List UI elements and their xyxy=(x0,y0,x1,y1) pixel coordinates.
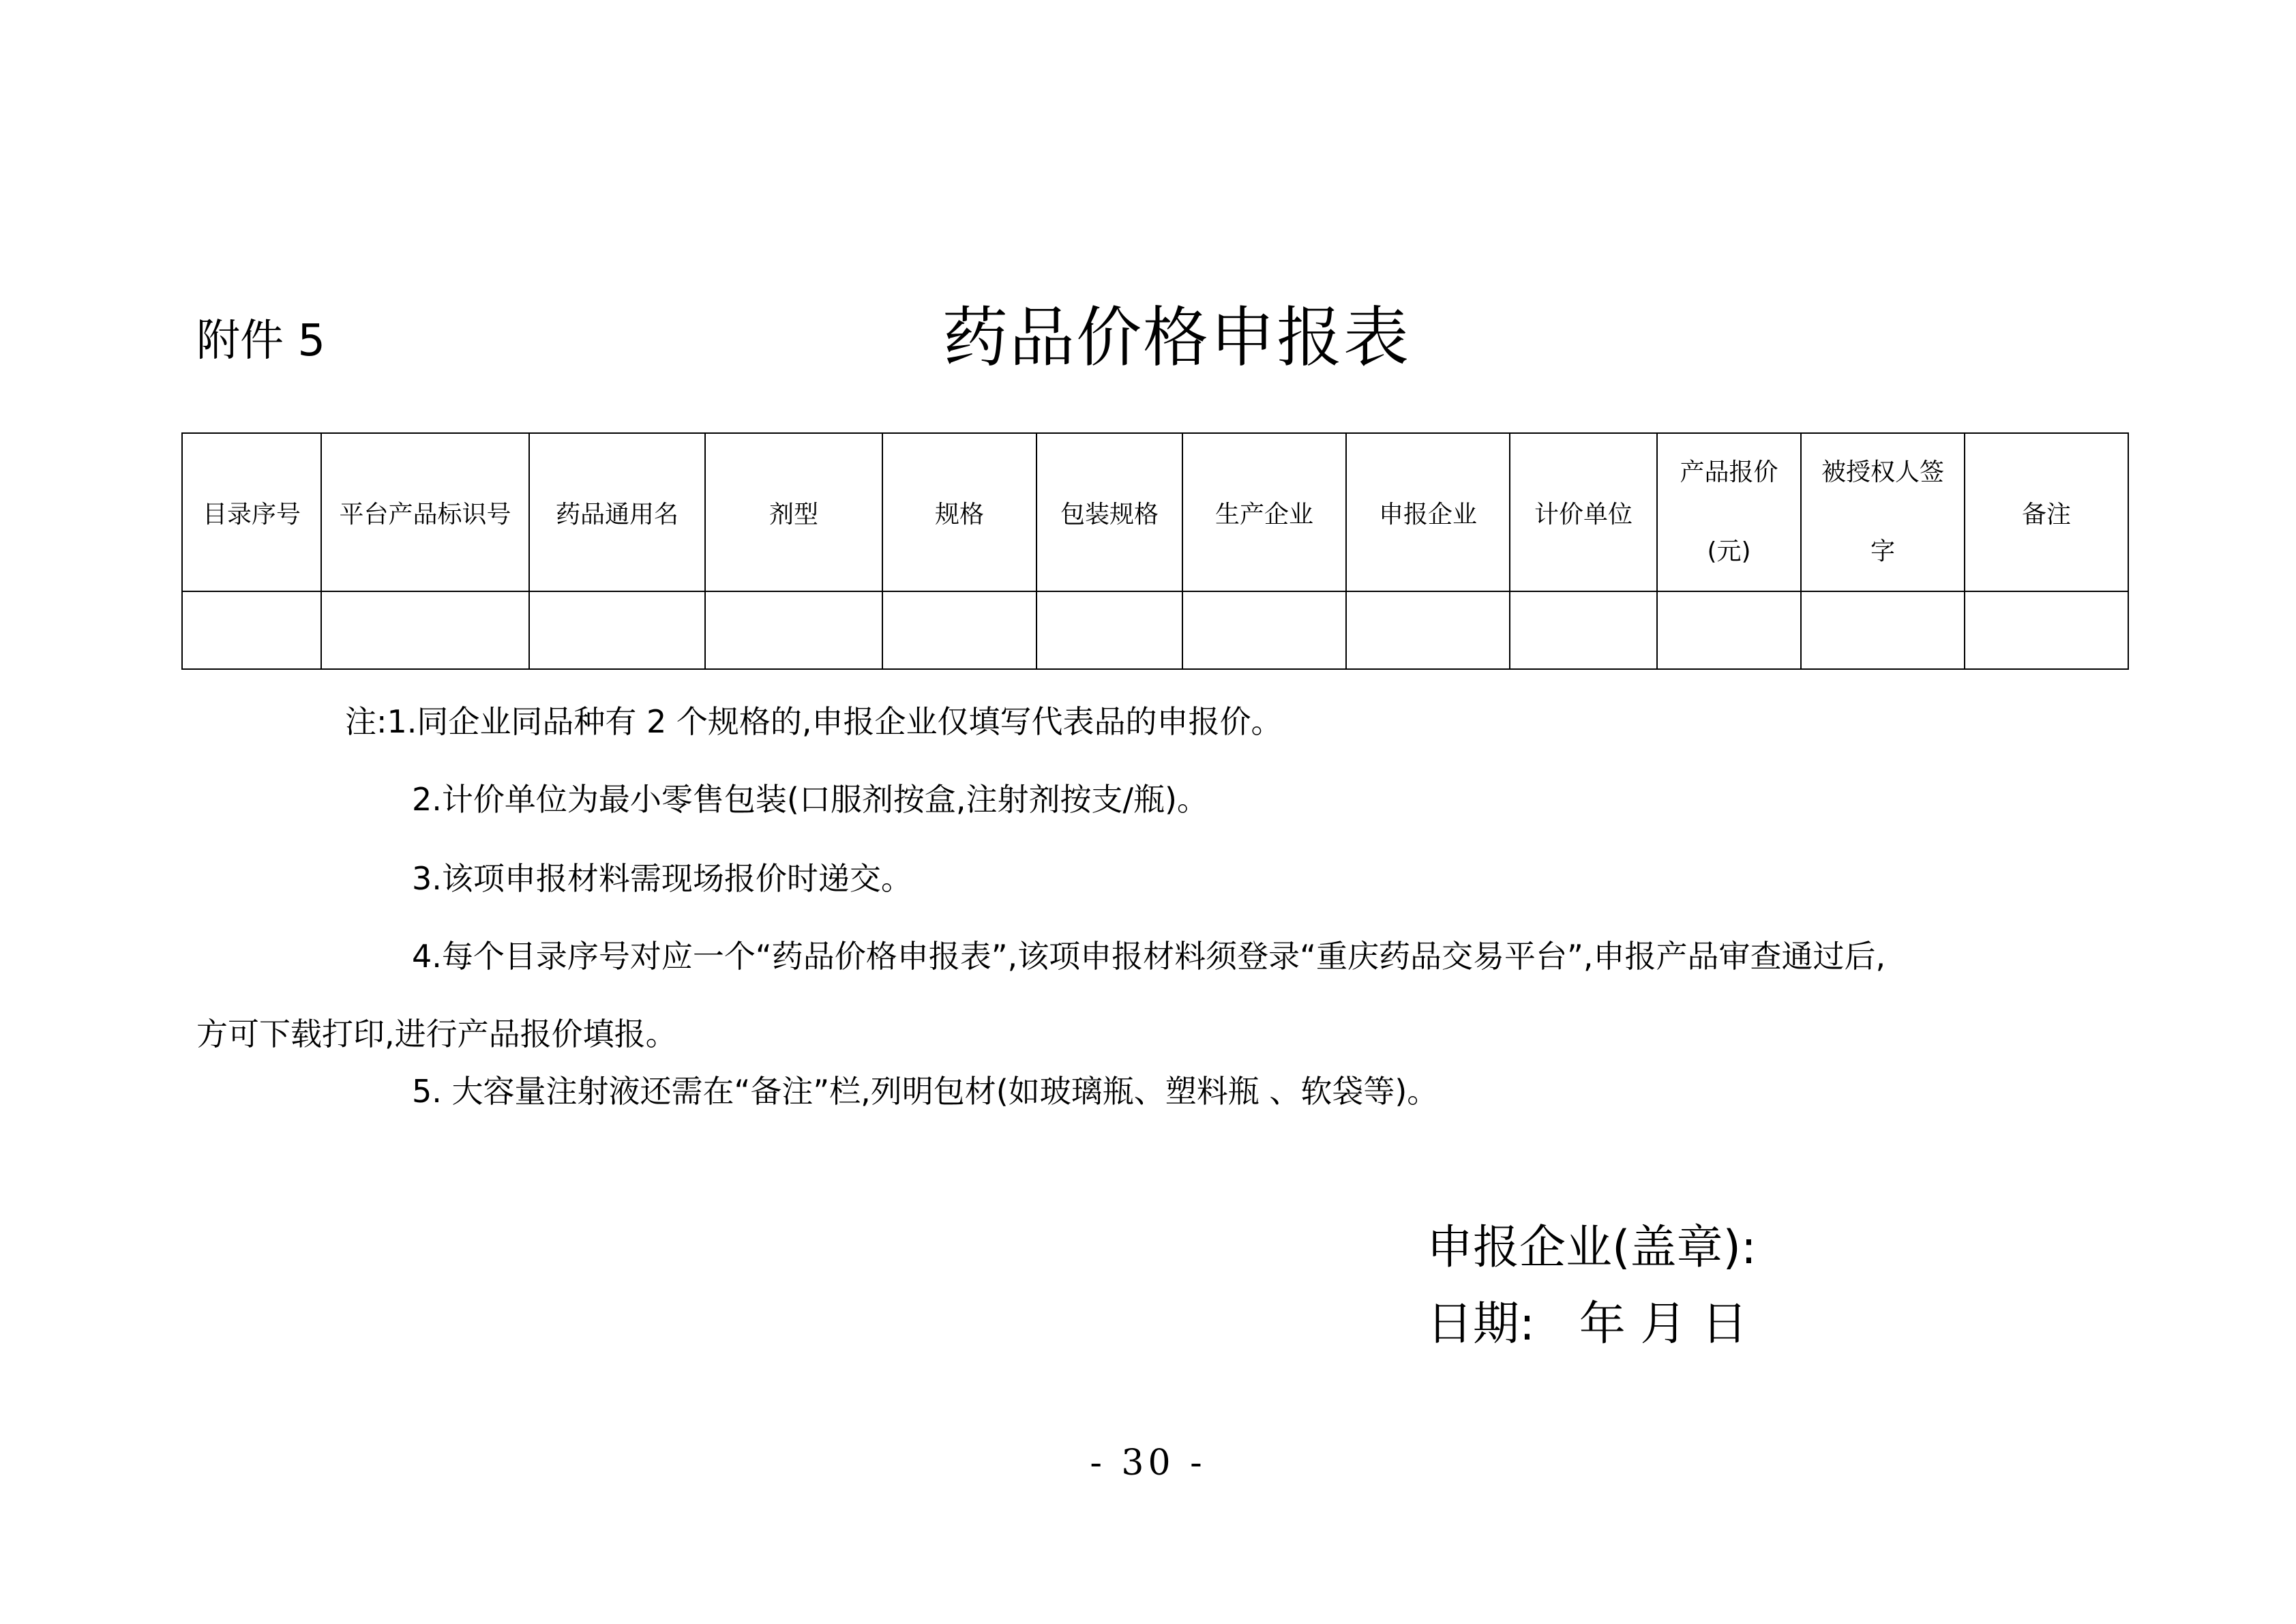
note-2: 2.计价单位为最小零售包装(口服剂按盒,注射剂按支/瓶)。 xyxy=(412,781,1208,818)
note-3: 3.该项申报材料需现场报价时递交。 xyxy=(412,860,912,897)
page-number: - 30 - xyxy=(1090,1443,1206,1483)
col-remarks: 备注 xyxy=(1965,433,2128,591)
col-authorized-signature xyxy=(1801,433,1965,591)
cell-remarks[interactable] xyxy=(1965,591,2128,669)
col-authorized-signature-line1: 被授权人签 xyxy=(1821,458,1944,486)
col-package-spec: 包装规格 xyxy=(1037,433,1182,591)
note-4-continued: 方可下载打印,进行产品报价填报。 xyxy=(196,1016,677,1052)
col-specification: 规格 xyxy=(882,433,1037,591)
cell-authorized-signature[interactable] xyxy=(1801,591,1965,669)
note-5: 5. 大容量注射液还需在“备注”栏,列明包材(如玻璃瓶、塑料瓶 、软袋等)。 xyxy=(412,1073,1439,1110)
cell-dosage-form[interactable] xyxy=(705,591,882,669)
note-4: 4.每个目录序号对应一个“药品价格申报表”,该项申报材料须登录“重庆药品交易平台”,申报产品审查通过后, xyxy=(412,938,1886,975)
col-product-quote-line2: (元) xyxy=(1707,537,1751,565)
cell-package-spec[interactable] xyxy=(1037,591,1182,669)
price-declaration-table xyxy=(181,432,2129,670)
cell-catalog-no[interactable] xyxy=(182,591,321,669)
col-declaring-company: 申报企业 xyxy=(1346,433,1510,591)
col-manufacturer: 生产企业 xyxy=(1182,433,1346,591)
col-product-quote-line1: 产品报价 xyxy=(1680,458,1778,486)
cell-platform-id[interactable] xyxy=(321,591,529,669)
col-generic-name: 药品通用名 xyxy=(529,433,705,591)
signature-company-line: 申报企业(盖章): xyxy=(1427,1221,1757,1275)
col-pricing-unit: 计价单位 xyxy=(1510,433,1657,591)
cell-declaring-company[interactable] xyxy=(1346,591,1510,669)
cell-generic-name[interactable] xyxy=(529,591,705,669)
cell-product-quote[interactable] xyxy=(1657,591,1801,669)
col-platform-id: 平台产品标识号 xyxy=(321,433,529,591)
col-product-quote xyxy=(1657,433,1801,591)
table-header-row xyxy=(182,433,2128,591)
note-1: 注:1.同企业同品种有 2 个规格的,申报企业仅填写代表品的申报价。 xyxy=(345,703,1283,740)
col-dosage-form: 剂型 xyxy=(705,433,882,591)
attachment-label: 附件 5 xyxy=(196,316,326,366)
col-catalog-no: 目录序号 xyxy=(182,433,321,591)
form-title: 药品价格申报表 xyxy=(942,299,1410,376)
cell-pricing-unit[interactable] xyxy=(1510,591,1657,669)
cell-specification[interactable] xyxy=(882,591,1037,669)
col-authorized-signature-line2: 字 xyxy=(1870,537,1895,565)
cell-manufacturer[interactable] xyxy=(1182,591,1346,669)
table-row xyxy=(182,591,2128,669)
signature-date-line: 日期: 年 月 日 xyxy=(1427,1297,1748,1351)
